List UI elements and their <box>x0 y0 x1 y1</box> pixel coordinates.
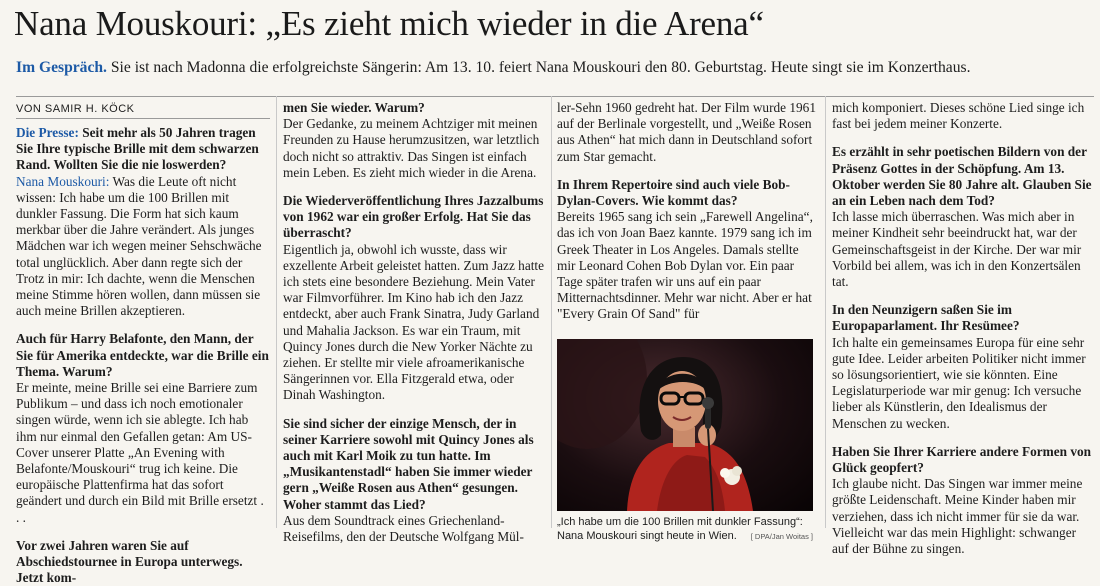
answer-continued: ler-Sehn 1960 gedreht hat. Der Film wurde 1961 auf der Berlinale vorgestellt, und „Weiße Rosen aus Athen“ hat mich dann in Deutschland sofort zum Star gemacht. <box>557 100 816 164</box>
question: Es erzählt in sehr poetischen Bildern von der Präsenz Gottes in der Schöpfung. Am 13. Oktober werden Sie 80 Jahre alt. Glauben Sie an ein Leben nach dem Tod? <box>832 144 1092 209</box>
question: Sie sind sicher der einzige Mensch, der in seiner Karriere sowohl mit Quincy Jones als auch mit Karl Moik zu tun hatte. Im „Musikantenstadl“ haben Sie immer wieder gern „Weiße Rosen aus Athen“ gesungen. Woher stammt das Lied? <box>283 415 534 512</box>
answer: Ich halte ein gemeinsames Europa für eine sehr gute Idee. Leider arbeiten Politiker nicht immer so lösungsorientiert, wie sie könnten. Eine Legislaturperiode war mir genug: Ich versuche lieber als Künstlerin, den Idealismus der Menschen zu wecken. <box>832 334 1086 431</box>
column-2 <box>283 96 545 545</box>
answer: Er meinte, meine Brille sei eine Barriere zum Publikum – und dass ich noch emotionaler singen würde, wenn ich sie ablegte. Ich hab ihm nur einmal den Gefallen getan: Am US-Cover unserer Platte „An Evening with Belafonte/Mouskouri“ trug ich keine. Die europäische Plattenfirma hat das sofort geändert und durch ein Bild mit Brille ersetzt . . . <box>16 380 264 525</box>
question-text: Seit mehr als 50 Jahren tragen Sie Ihre typische Brille mit dem schwarzen Rand. Wollten Sie die nie loswerden? <box>16 125 259 173</box>
question: Haben Sie Ihrer Karriere andere Formen von Glück geopfert? <box>832 443 1092 476</box>
question: In Ihrem Repertoire sind auch viele Bob-Dylan-Covers. Wie kommt das? <box>557 176 790 209</box>
byline: VON SAMIR H. KÖCK <box>16 96 270 119</box>
interviewer-label: Die Presse: <box>16 125 79 140</box>
column-divider <box>276 96 277 528</box>
photo <box>557 339 813 511</box>
answer-text: Was die Leute oft nicht wissen: Ich habe um die 100 Brillen mit dunkler Fassung. Die Form hat sich kaum merkbar über die Jahre verändert. Als junges Mädchen war ich wegen meiner Sehschwäche total unglücklich. Aber dann regte sich der Trotz in mir: Ich dachte, wenn die Menschen meine Stimme hören wollen, dann müssen sie auch meine Brillen akzeptieren. <box>16 173 262 319</box>
column-3 <box>557 96 819 542</box>
photo-caption <box>557 515 819 544</box>
answer: Aus dem Soundtrack eines Griechenland-Reisefilms, den der Deutsche Wolfgang Mül- <box>283 512 524 545</box>
column-4 <box>832 96 1094 557</box>
column-divider <box>551 96 552 528</box>
answer-continued: mich komponiert. Dieses schöne Lied singe ich fast bei jedem meiner Konzerte. <box>832 100 1085 132</box>
answer: Bereits 1965 sang ich sein „Farewell Angelina“, das ich von Joan Baez kannte. 1979 sang ich im Greek Theater in Los Angeles. Damals stellte mir Leonard Cohen Bob Dylan vor. Ein paar Tage später trafen wir uns auf ein paar Mitternachtsdinner. Mehr war nicht. Aber er hat "Every Grain Of Sand" für <box>557 209 813 322</box>
lead-paragraph <box>16 58 1096 78</box>
question: In den Neunzigern saßen Sie im Europaparlament. Ihr Resümee? <box>832 302 1020 334</box>
question: Vor zwei Jahren waren Sie auf Abschiedstournee in Europa unterwegs. Jetzt kom- <box>16 537 243 586</box>
question: Auch für Harry Belafonte, den Mann, der Sie für Amerika entdeckte, war die Brille ein Thema. Warum? <box>16 331 269 379</box>
kicker: Im Gespräch. <box>16 59 107 76</box>
column-1 <box>16 96 270 586</box>
headline: Nana Mouskouri: „Es zieht mich wieder in die Arena“ <box>14 4 764 43</box>
answer: Ich glaube nicht. Das Singen war immer meine größte Leidenschaft. Meine Kinder haben mir verziehen, dass ich nicht immer für sie da war. Vielleicht war das mein Highlight: schwanger auf der Bühne zu singen. <box>832 476 1083 557</box>
answer: Der Gedanke, zu meinem Achtziger mit meinen Freunden zu Hause herumzusitzen, war letztlich doch nicht so attraktiv. Das Singen ist einfach mein Leben. Es zieht mich wieder in die Arena. <box>283 116 540 180</box>
question-continued: men Sie wieder. Warum? <box>283 100 425 115</box>
question: Die Wiederveröffentlichung Ihres Jazzalbums von 1962 war ein großer Erfolg. Hat Sie das überrascht? <box>283 193 544 241</box>
lead-text: Sie ist nach Madonna die erfolgreichste Sängerin: Am 13. 10. feiert Nana Mouskouri den 80. Geburtstag. Heute singt sie im Konzerthaus. <box>110 59 971 76</box>
photo-credit: [ DPA/Jan Woitas ] <box>750 531 814 541</box>
caption-text: „Ich habe um die 100 Brillen mit dunkler Fassung“: Nana Mouskouri singt heute in Wien. <box>557 515 803 542</box>
interviewee-label: Nana Mouskouri: <box>16 173 110 189</box>
answer <box>16 174 270 320</box>
answer: Eigentlich ja, obwohl ich wusste, dass wir exzellente Arbeit geleistet hatten. Zum Jazz hatte ich stets eine besondere Beziehung. Mein Vater war Filmvorführer. Im Kino hab ich den Jazz entdeckt, aber auch Frank Sinatra, Judy Garland und Mahalia Jackson. Es war ein Traum, mit Quincy Jones durch die New Yorker Nächte zu ziehen. Er stellte mir viele afroamerikanische Sängerinnen vor. Ella Fitzgerald etwa, oder Dinah Washington. <box>283 241 545 403</box>
singer-illustration <box>557 339 813 511</box>
answer: Ich lasse mich überraschen. Was mich aber in meiner Kindheit sehr beeindruckt hat, war der Gemeinschaftsgeist in der Kirche. Der war mir Vorbild bei allem, was ich in den Konzertsälen tat. <box>832 209 1082 290</box>
column-divider <box>825 96 826 528</box>
question <box>16 125 270 174</box>
